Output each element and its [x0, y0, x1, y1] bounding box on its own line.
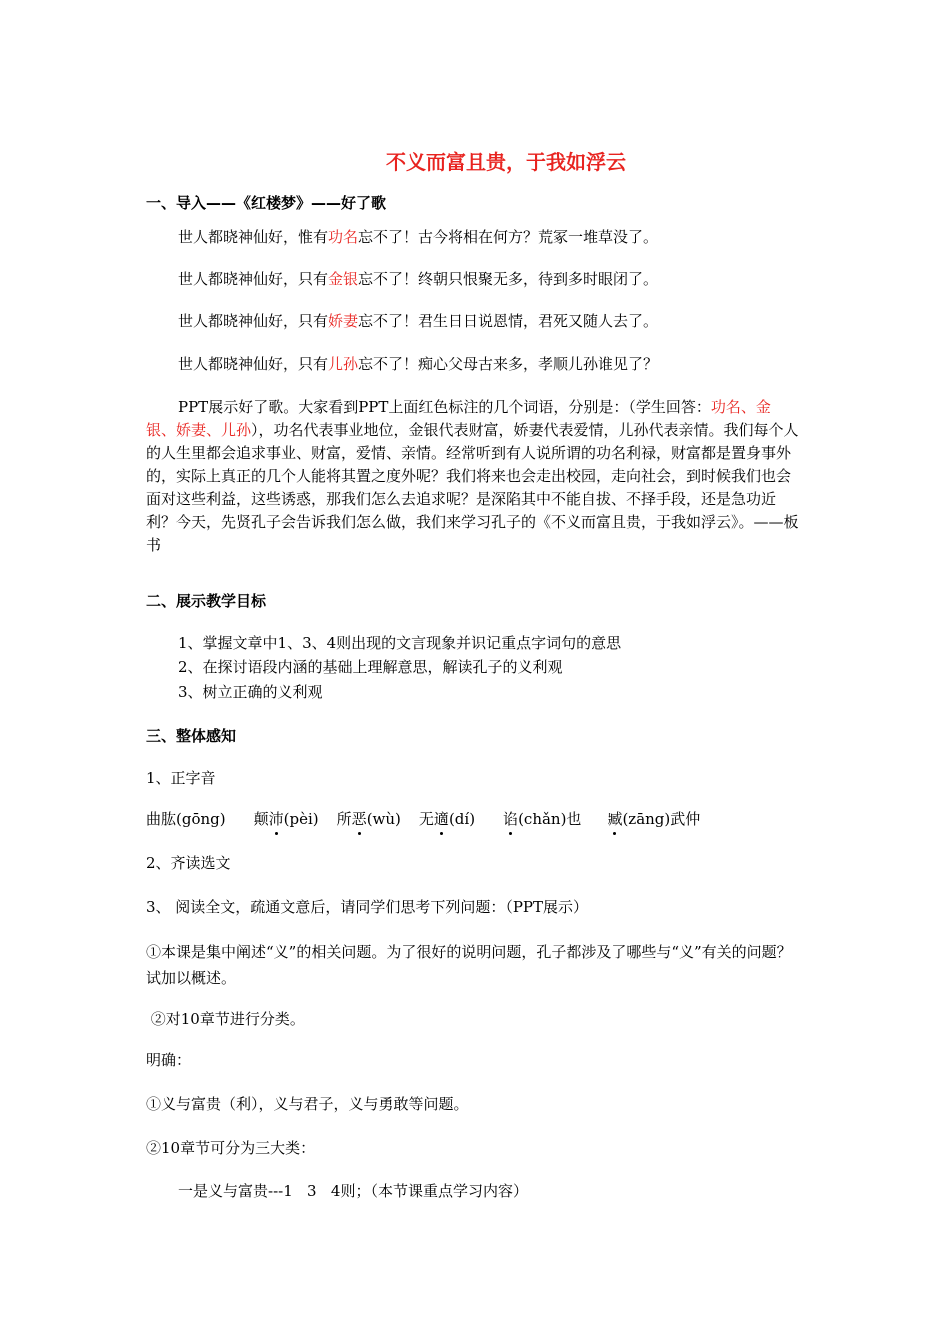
answer-1: ①义与富贵（利），义与君子，义与勇敢等问题。: [146, 1095, 469, 1113]
paragraph-text: ），功名代表事业地位，金银代表财富，娇妻代表爱情，儿孙代表亲情。我们每个人的人生里都会追求事业、财富，爱情、亲情。经常听到有人说所谓的功名利禄，财富都是置身事外的，实际上真正的几个人能将其置之度外呢？我们将来也会走出校园，走向社会，到时候我们也会面对这些利益，这些诱惑，那我们怎么去追求呢？是深陷其中不能自拔、不择手段，还是急功近利？今天，先贤孔子会告诉我们怎么做，我们来学习孔子的《不义而富且贵，于我如浮云》。——板书: [146, 421, 799, 554]
pronunciation-row: [146, 809, 700, 829]
section3-heading: 三、整体感知: [146, 727, 237, 745]
pron-item: 所恶(wù): [336, 810, 401, 828]
song-line-1: [178, 227, 658, 247]
pron-item: 曲肱(gōng): [146, 810, 226, 828]
answer-3: 一是义与富贵---1 3 4则；（本节课重点学习内容）: [178, 1182, 528, 1200]
song-line-text: 忘不了！君生日日说恩情，君死又随人去了。: [358, 312, 659, 330]
red-keyword: 功名: [328, 228, 359, 246]
section2-heading: 二、展示教学目标: [146, 592, 267, 610]
song-line-text: 忘不了！古今将相在何方？荒冢一堆草没了。: [358, 228, 659, 246]
pron-item: 无適(dí): [418, 810, 476, 828]
red-keyword: 金银: [328, 270, 359, 288]
clarify-label: 明确：: [146, 1051, 192, 1069]
goal-item: 3、树立正确的义利观: [178, 683, 323, 701]
goal-item: 1、掌握文章中1、3、4则出现的文言现象并识记重点字词句的意思: [178, 634, 622, 652]
song-line-3: [178, 311, 658, 331]
intro-paragraph: [146, 396, 800, 557]
subheading-pronunciation: 1、正字音: [146, 769, 216, 787]
question-2: ②对10章节进行分类。: [146, 1010, 305, 1028]
red-keywords: 功名、金银、娇妻、儿孙: [146, 398, 771, 439]
song-line-text: 世人都晓神仙好，惟有: [178, 228, 329, 246]
question-1: ①本课是集中阐述“义”的相关问题。为了很好的说明问题，孔子都涉及了哪些与“义”有关的问题？试加以概述。: [146, 943, 792, 987]
goal-item: 2、在探讨语段内涵的基础上理解意思，解读孔子的义利观: [178, 658, 563, 676]
pron-item: 谄(chǎn)也: [503, 810, 582, 828]
song-line-text: 世人都晓神仙好，只有: [178, 355, 329, 373]
subheading-read: 2、齐读选文: [146, 854, 231, 872]
answer-2: ②10章节可分为三大类：: [146, 1139, 316, 1157]
red-keyword: 儿孙: [328, 355, 359, 373]
pron-item: 颠沛(pèi): [253, 810, 319, 828]
song-line-text: 世人都晓神仙好，只有: [178, 270, 329, 288]
section1-heading: 一、导入——《红楼梦》——好了歌: [146, 194, 387, 212]
page-title: 不义而富且贵，于我如浮云: [386, 150, 626, 174]
paragraph-text: PPT展示好了歌。大家看到PPT上面红色标注的几个词语，分别是：（学生回答：: [178, 398, 711, 416]
subheading-questions: 3、 阅读全文，疏通文意后，请同学们思考下列问题：（PPT展示）: [146, 898, 589, 916]
song-line-text: 忘不了！终朝只恨聚无多，待到多时眼闭了。: [358, 270, 659, 288]
song-line-4: [178, 354, 658, 374]
song-line-text: 忘不了！痴心父母古来多，孝顺儿孙谁见了？: [358, 355, 659, 373]
pron-item: 臧(zāng)武仲: [607, 810, 701, 828]
red-keyword: 娇妻: [328, 312, 359, 330]
song-line-2: [178, 269, 658, 289]
song-line-text: 世人都晓神仙好，只有: [178, 312, 329, 330]
